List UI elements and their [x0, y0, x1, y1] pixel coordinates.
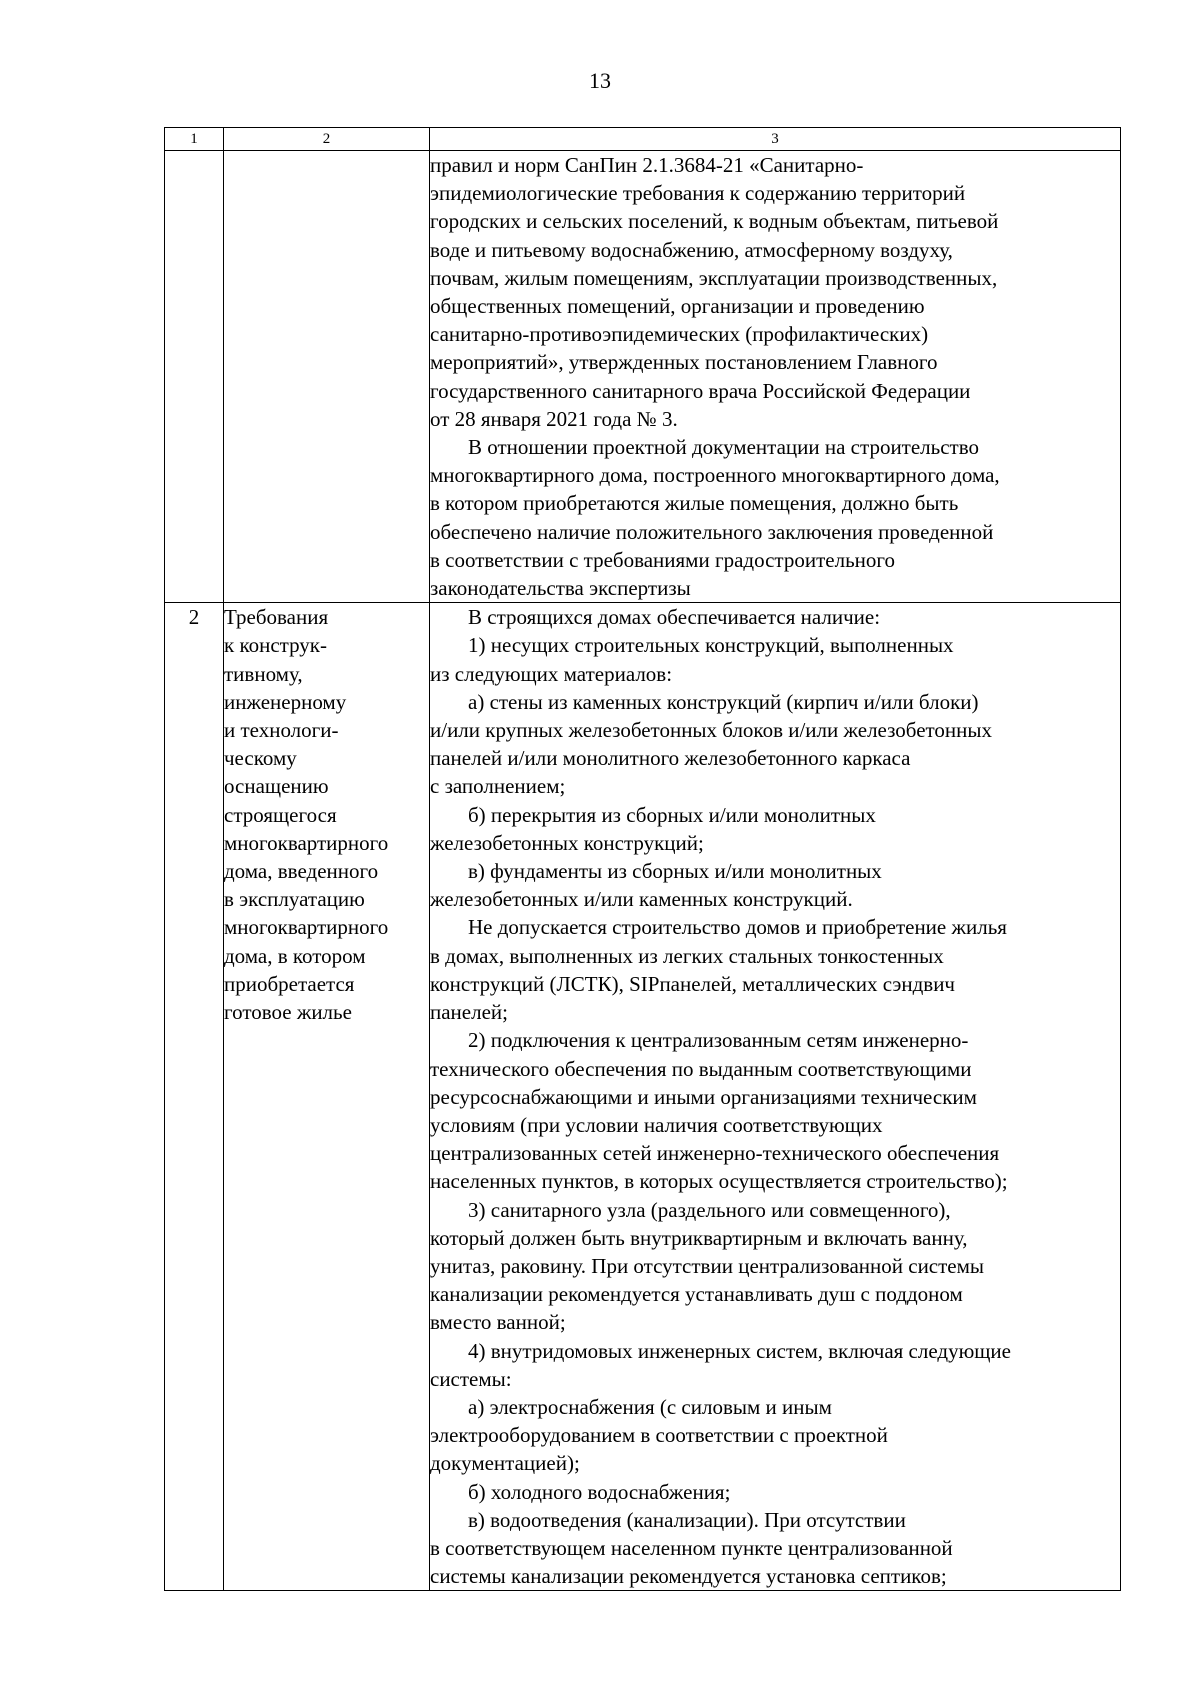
text-line: санитарно-противоэпидемических (профилактических) — [430, 322, 929, 347]
text-line: б) холодного водоснабжения; — [468, 1479, 731, 1504]
text-line: 2) подключения к централизованным сетям инженерно- — [468, 1028, 969, 1053]
title-line: многоквартирного — [224, 915, 389, 940]
title-line: и технологи- — [224, 718, 339, 743]
text-line: который должен быть внутриквартирным и включать ванну, — [430, 1225, 968, 1250]
table-row — [165, 151, 1121, 603]
text-line: с заполнением; — [430, 774, 566, 799]
text-line: Не допускается строительство домов и приобретение жилья — [468, 915, 1007, 940]
text-line: а) стены из каменных конструкций (кирпич и/или блоки) — [468, 689, 979, 714]
page-number: 13 — [589, 68, 611, 93]
title-line: тивному, — [224, 661, 303, 686]
text-line: вместо ванной; — [430, 1310, 566, 1335]
text-line: В отношении проектной документации на строительство — [468, 435, 980, 460]
text-line: и/или крупных железобетонных блоков и/или железобетонных — [430, 718, 993, 743]
text-line: общественных помещений, организации и проведению — [430, 294, 925, 319]
title-line: строящегося — [224, 802, 337, 827]
text-line: системы: — [430, 1366, 512, 1391]
text-line: железобетонных конструкций; — [430, 830, 704, 855]
text-line: ресурсоснабжающими и иными организациями техническим — [430, 1084, 977, 1109]
text-line: 3) санитарного узла (раздельного или совмещенного), — [468, 1197, 951, 1222]
text-line: воде и питьевому водоснабжению, атмосферному воздуху, — [430, 237, 953, 262]
text-line: конструкций (ЛСТК), SIPпанелей, металлических сэндвич — [430, 971, 955, 996]
text-line: 4) внутридомовых инженерных систем, включая следующие — [468, 1338, 1011, 1363]
text-line: электрооборудованием в соответствии с проектной — [430, 1423, 888, 1448]
text-line: эпидемиологические требования к содержанию территорий — [430, 181, 966, 206]
column-header-2: 2 — [224, 128, 430, 151]
text-line: мероприятий», утвержденных постановлением Главного — [430, 350, 938, 375]
text-line: в) фундаменты из сборных и/или монолитных — [468, 859, 882, 884]
row-title-cell — [224, 603, 430, 1591]
text-line: от 28 января 2021 года № 3. — [430, 406, 678, 431]
text-line: в домах, выполненных из легких стальных тонкостенных — [430, 943, 944, 968]
text-line: почвам, жилым помещениям, эксплуатации производственных, — [430, 265, 998, 290]
text-line: обеспечено наличие положительного заключения проведенной — [430, 519, 994, 544]
text-line: канализации рекомендуется устанавливать душ с поддоном — [430, 1282, 963, 1307]
row-text-cell — [430, 151, 1121, 603]
text-line: условиям (при условии наличия соответствующих — [430, 1112, 883, 1137]
row-number-cell: 2 — [165, 603, 224, 1591]
title-line: оснащению — [224, 774, 329, 799]
row-number-cell — [165, 151, 224, 603]
text-line: панелей; — [430, 1000, 508, 1025]
row-text-cell — [430, 603, 1121, 1591]
table-row — [165, 603, 1121, 1591]
text-line: правил и норм СанПин 2.1.3684-21 «Санитарно- — [430, 153, 864, 177]
text-line: в) водоотведения (канализации). При отсутствии — [468, 1507, 906, 1532]
column-header-3: 3 — [430, 128, 1121, 151]
text-line: из следующих материалов: — [430, 661, 673, 686]
title-line: дома, введенного — [224, 859, 379, 884]
title-line: готовое жилье — [224, 1000, 352, 1025]
requirements-table — [164, 127, 1121, 1591]
text-line: а) электроснабжения (с силовым и иным — [468, 1394, 832, 1419]
title-line: в эксплуатацию — [224, 887, 365, 912]
column-header-1: 1 — [165, 128, 224, 151]
text-line: 1) несущих строительных конструкций, выполненных — [468, 633, 954, 658]
text-line: унитаз, раковину. При отсутствии централизованной системы — [430, 1253, 985, 1278]
title-line: многоквартирного — [224, 830, 389, 855]
text-line: в соответствующем населенном пункте централизованной — [430, 1535, 953, 1560]
title-line: приобретается — [224, 971, 355, 996]
text-line: городских и сельских поселений, к водным объектам, питьевой — [430, 209, 999, 234]
title-line: к конструк- — [224, 633, 328, 658]
text-line: населенных пунктов, в которых осуществляется строительство); — [430, 1169, 1008, 1194]
title-line: ческому — [224, 746, 297, 771]
text-line: б) перекрытия из сборных и/или монолитных — [468, 802, 876, 827]
text-line: в соответствии с требованиями градостроительного — [430, 547, 895, 572]
text-line: документацией); — [430, 1451, 580, 1476]
text-line: законодательства экспертизы — [430, 576, 691, 601]
table-header-row — [165, 128, 1121, 151]
text-line: В строящихся домах обеспечивается наличие: — [468, 605, 881, 630]
text-line: многоквартирного дома, построенного многоквартирного дома, — [430, 463, 1000, 488]
text-line: технического обеспечения по выданным соответствующими — [430, 1056, 972, 1081]
text-line: панелей и/или монолитного железобетонного каркаса — [430, 746, 911, 771]
text-line: железобетонных и/или каменных конструкций. — [430, 887, 853, 912]
text-line: централизованных сетей инженерно-технического обеспечения — [430, 1141, 1000, 1166]
row-title-cell — [224, 151, 430, 603]
text-line: государственного санитарного врача Российской Федерации — [430, 378, 971, 403]
title-line: инженерному — [224, 689, 347, 714]
title-line: дома, в котором — [224, 943, 366, 968]
text-line: в котором приобретаются жилые помещения, должно быть — [430, 491, 959, 516]
title-line: Требования — [224, 605, 329, 630]
text-line: системы канализации рекомендуется установка септиков; — [430, 1564, 947, 1589]
